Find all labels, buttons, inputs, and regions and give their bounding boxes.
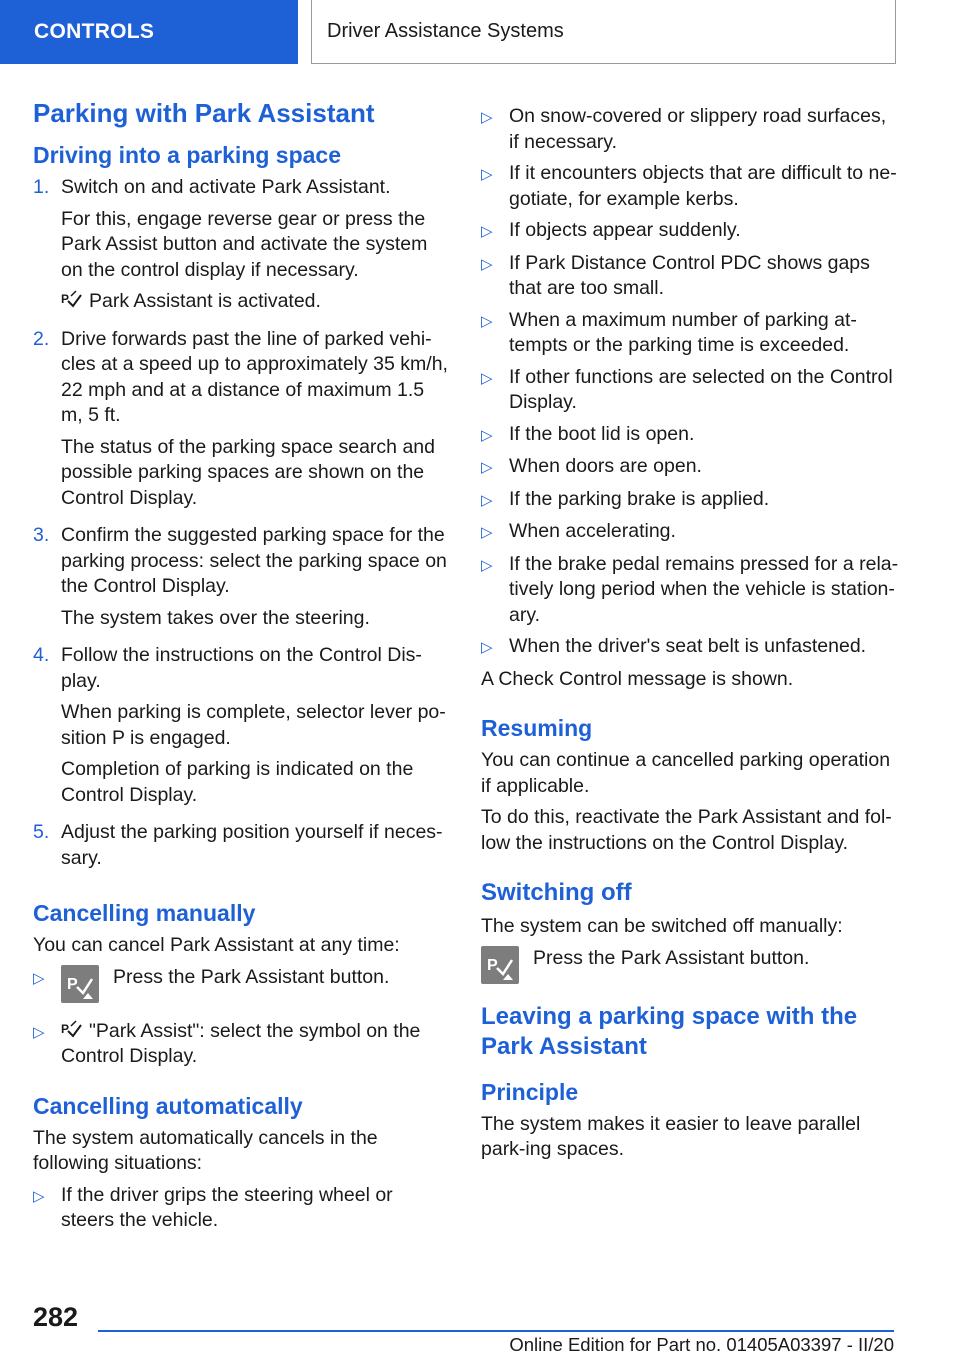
cancel-manual-heading: Cancelling manually <box>33 900 256 926</box>
svg-text:P: P <box>67 975 78 993</box>
item-text: If Park Distance Control PDC shows gaps that are too small. <box>509 251 870 299</box>
park-assist-icon <box>61 1020 83 1040</box>
triangle-bullet-icon: ▷ <box>33 1023 45 1041</box>
step-number: 4. <box>33 644 50 666</box>
triangle-bullet-icon: ▷ <box>481 255 493 273</box>
step-number: 2. <box>33 327 50 350</box>
triangle-bullet-icon: ▷ <box>481 223 493 240</box>
svg-text:P: P <box>61 292 70 306</box>
step-note: When parking is complete, selector lever po‐sition P is engaged. <box>61 701 446 749</box>
resuming-text-1: You can continue a cancelled parking operation if applicable. <box>481 749 891 797</box>
triangle-bullet-icon: ▷ <box>481 109 493 126</box>
triangle-bullet-icon: ▷ <box>481 459 493 476</box>
switch-off-text: Press the Park Assistant button. <box>533 946 810 969</box>
auto-cancel-list <box>481 104 899 661</box>
cancel-auto-intro: The system automatically cancels in the following situations: <box>33 1126 378 1174</box>
park-assist-icon <box>61 290 83 310</box>
list-item <box>481 308 899 359</box>
step-number: 1. <box>33 176 50 198</box>
item-text: When a maximum number of parking at‐tempts or the parking time is exceeded. <box>509 308 857 356</box>
section-title: CONTROLS <box>34 20 155 43</box>
step-icon-note <box>61 289 451 315</box>
left-column <box>33 98 451 1240</box>
triangle-bullet-icon: ▷ <box>33 1187 45 1205</box>
triangle-bullet-icon: ▷ <box>481 491 493 509</box>
triangle-bullet-icon: ▷ <box>481 524 493 541</box>
item-text: If the driver grips the steering wheel or steers the vehicle. <box>61 1183 393 1231</box>
step-3 <box>33 523 451 637</box>
item-text: If the brake pedal remains pressed for a rela‐tively long period when the vehicle is station‐ary. <box>509 552 899 626</box>
chapter-tab <box>311 0 896 64</box>
chapter-title: Driver Assistance Systems <box>327 20 564 42</box>
item-text: When accelerating. <box>509 520 676 542</box>
principle-text: The system makes it easier to leave parallel park‐ing spaces. <box>481 1112 861 1160</box>
step-note: The system takes over the steering. <box>61 606 370 629</box>
edition-note: Online Edition for Part no. 01405A03397 - II/20 <box>509 1334 894 1355</box>
switching-off-heading: Switching off <box>481 879 632 906</box>
resuming-text-2: To do this, reactivate the Park Assistant and fol‐low the instructions on the Control Display. <box>481 806 892 854</box>
list-item <box>481 161 899 212</box>
item-text: If it encounters objects that are difficult to ne‐gotiate, for example kerbs. <box>509 162 897 210</box>
step-number: 5. <box>33 821 50 843</box>
list-item <box>481 454 899 481</box>
triangle-bullet-icon: ▷ <box>481 312 493 330</box>
cancel-manual-intro: You can cancel Park Assistant at any time: <box>33 934 400 956</box>
step-text: Confirm the suggested parking space for the parking process: select the parking space on the Control Display. <box>61 524 447 597</box>
step-1 <box>33 175 451 321</box>
list-item <box>33 1183 451 1234</box>
step-note: Completion of parking is indicated on the Control Display. <box>61 758 414 806</box>
list-item <box>481 552 899 629</box>
right-column <box>481 104 899 1169</box>
page-title: Parking with Park Assistant <box>33 98 375 128</box>
step-5 <box>33 820 451 877</box>
resuming-heading: Resuming <box>481 715 593 741</box>
list-item <box>33 965 451 1003</box>
item-text: If the parking brake is applied. <box>509 487 770 510</box>
check-control-note: A Check Control message is shown. <box>481 667 794 690</box>
step-text: Drive forwards past the line of parked vehi‐cles at a speed up to approximately 35 km/h, 22 mph and at a distance of maximum 1.5 m, 5 ft. <box>61 327 448 426</box>
step-note: The status of the parking space search and possible parking spaces are shown on the Control Display. <box>61 435 435 509</box>
item-text: If objects appear suddenly. <box>509 219 741 241</box>
item-text: If the boot lid is open. <box>509 422 695 445</box>
park-assist-button-icon <box>61 965 99 1003</box>
step-2 <box>33 327 451 518</box>
section-tab <box>0 0 298 64</box>
item-text: "Park Assist": select the symbol on the Control Display. <box>61 1019 421 1067</box>
triangle-bullet-icon: ▷ <box>33 969 45 987</box>
step-4 <box>33 643 451 814</box>
list-item <box>481 487 899 514</box>
svg-text:P: P <box>487 956 498 974</box>
park-assist-button-icon <box>481 946 519 984</box>
triangle-bullet-icon: ▷ <box>481 369 493 387</box>
step-note: For this, engage reverse gear or press the Park Assist button and activate the system on the control display if necessary. <box>61 207 428 281</box>
principle-heading: Principle <box>481 1078 579 1105</box>
item-text: If other functions are selected on the Control Display. <box>509 365 893 413</box>
switch-off-instruction <box>481 946 899 984</box>
list-item <box>481 365 899 416</box>
list-item <box>481 519 899 546</box>
item-text: Press the Park Assistant button. <box>113 965 390 988</box>
triangle-bullet-icon: ▷ <box>481 639 493 656</box>
step-text: Follow the instructions on the Control Dis‐play. <box>61 644 422 692</box>
triangle-bullet-icon: ▷ <box>481 426 493 444</box>
step-text: Switch on and activate Park Assistant. <box>61 176 391 198</box>
footer-divider <box>98 1330 894 1332</box>
cancel-auto-heading: Cancelling automatically <box>33 1092 303 1119</box>
item-text: On snow-covered or slippery road surfaces, if necessary. <box>509 105 887 153</box>
step-text: Adjust the parking position yourself if neces‐sary. <box>61 821 443 869</box>
list-item <box>33 1019 451 1070</box>
page-number: 282 <box>33 1302 79 1332</box>
item-text: When the driver's seat belt is unfastened. <box>509 635 867 657</box>
list-item <box>481 251 899 302</box>
icon-note-text: Park Assistant is activated. <box>89 290 321 312</box>
list-item <box>481 218 899 245</box>
item-text: When doors are open. <box>509 455 702 477</box>
switching-off-intro: The system can be switched off manually: <box>481 915 843 937</box>
list-item <box>481 422 899 449</box>
leaving-heading: Leaving a parking space with the Park Assistant <box>481 1002 858 1060</box>
step-number: 3. <box>33 524 50 546</box>
triangle-bullet-icon: ▷ <box>481 166 493 183</box>
svg-text:P: P <box>61 1021 70 1036</box>
driving-in-heading: Driving into a parking space <box>33 142 342 168</box>
list-item <box>481 104 899 155</box>
triangle-bullet-icon: ▷ <box>481 556 493 574</box>
list-item <box>481 634 899 661</box>
